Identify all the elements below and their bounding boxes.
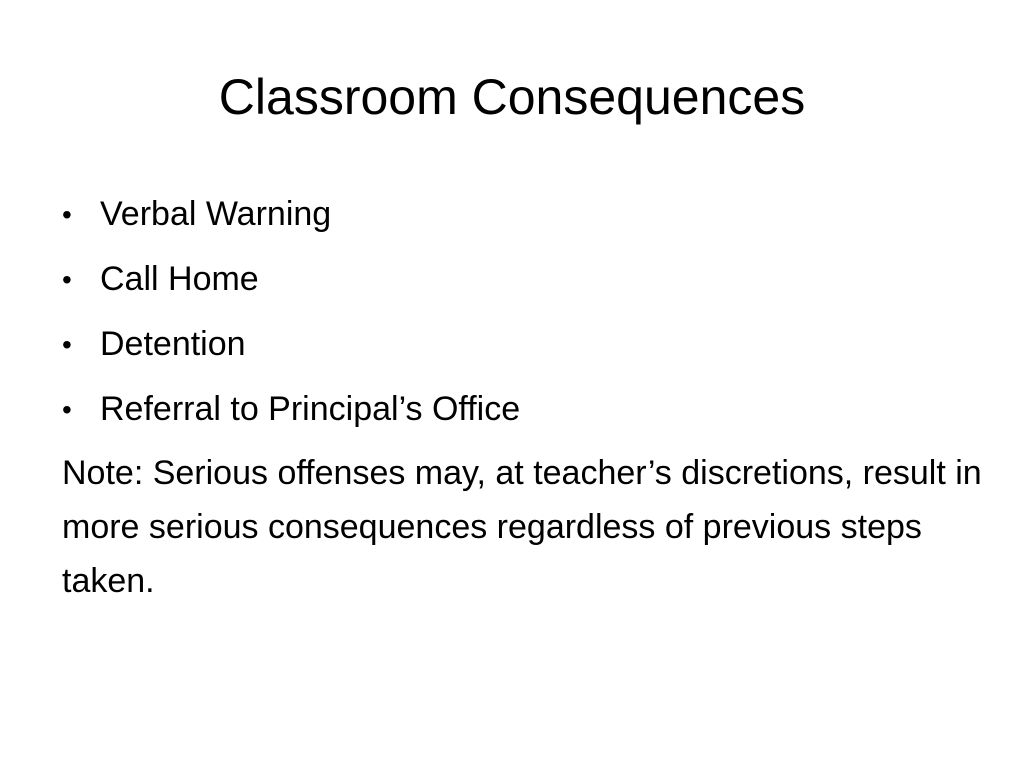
note-paragraph: Note: Serious offenses may, at teacher’s discretions, result in more serious consequences regardless of previous steps taken. [62,454,982,600]
bullet-text: Detention [100,325,246,363]
bullet-item-verbal-warning [62,182,982,247]
bullet-text: Verbal Warning [100,195,332,233]
bullet-item-detention [62,312,982,377]
bullet-text: Call Home [100,260,259,298]
bullet-dot-icon: • [62,199,72,230]
bullet-dot-icon: • [62,329,72,360]
bullet-dot-icon: • [62,394,72,425]
bullet-dot-icon: • [62,264,72,295]
bullet-item-call-home [62,247,982,312]
bullet-item-referral [62,377,982,442]
slide-title: Classroom Consequences [218,69,806,125]
bullet-text: Referral to Principal’s Office [100,390,521,428]
bullet-list [62,182,982,442]
